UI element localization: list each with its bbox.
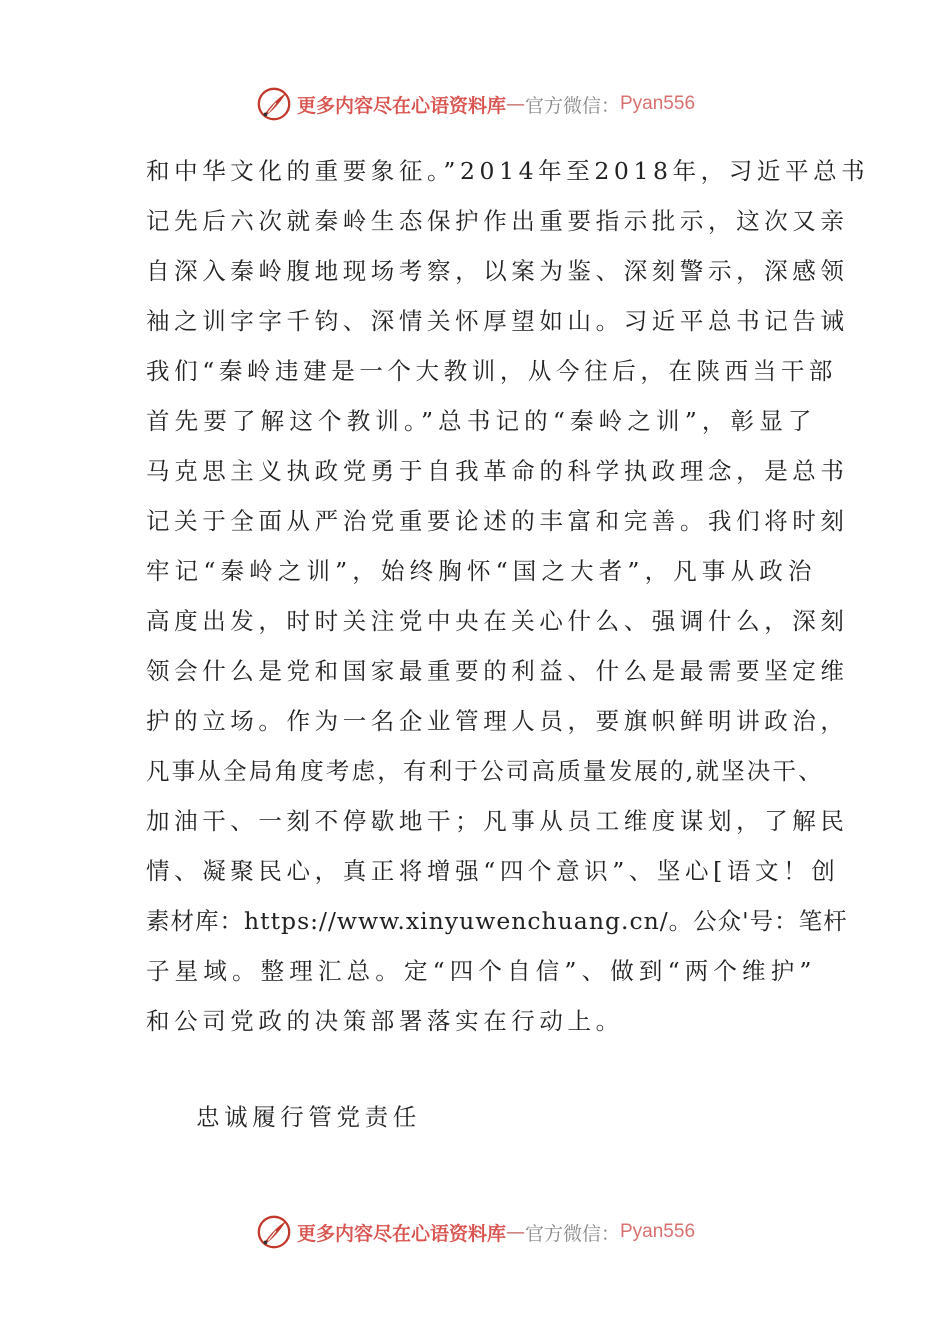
paragraph-line: 加油干、一刻不停歇地干；凡事从员工维度谋划，了解民 — [146, 807, 849, 835]
banner-wechat-label: 官方微信： — [524, 1222, 620, 1245]
paragraph-line: 护的立场。作为一名企业管理人员，要旗帜鲜明讲政治， — [146, 707, 849, 735]
banner-wechat-id: Pyan556 — [620, 1221, 696, 1242]
paragraph-line: 自深入秦岭腹地现场考察，以案为鉴、深刻警示，深感领 — [146, 257, 849, 285]
banner-dash: — — [505, 93, 525, 115]
paragraph-line: 记关于全面从严治党重要论述的丰富和完善。我们将时刻 — [146, 507, 849, 535]
paragraph-line: 高度出发，时时关注党中央在关心什么、强调什么，深刻 — [146, 607, 849, 635]
paragraph-line: 牢记“秦岭之训”，始终胸怀“国之大者”，凡事从政治 — [146, 557, 816, 585]
banner-title: 更多内容尽在心语资料库 — [296, 94, 506, 117]
paragraph-line: 首先要了解这个教训。”总书记的“秦岭之训”，彰显了 — [146, 407, 816, 435]
quill-logo-icon — [255, 85, 293, 123]
paragraph-line: 记先后六次就秦岭生态保护作出重要指示批示，这次又亲 — [146, 207, 849, 235]
banner-dash: — — [505, 1221, 525, 1243]
banner-wechat-label: 官方微信： — [524, 94, 620, 117]
section-heading: 忠诚履行管党责任 — [196, 1103, 421, 1131]
paragraph-line: 凡事从全局角度考虑，有利于公司高质量发展的,就坚决干、 — [146, 757, 824, 785]
paragraph-line: 马克思主义执政党勇于自我革命的科学执政理念，是总书 — [146, 457, 849, 485]
body-paragraph — [146, 146, 870, 1046]
paragraph-line: 领会什么是党和国家最重要的利益、什么是最需要坚定维 — [146, 657, 849, 685]
banner-title: 更多内容尽在心语资料库 — [296, 1222, 506, 1245]
header-banner — [0, 84, 950, 124]
footer-banner — [0, 1212, 950, 1252]
paragraph-line: 素材库：https://www.xinyuwenchuang.cn/。公众'号：笔杆 — [146, 907, 848, 935]
quill-logo-icon — [255, 1213, 293, 1251]
paragraph-line: 子星域。整理汇总。定“四个自信”、做到“两个维护” — [146, 957, 816, 985]
paragraph-line: 我们“秦岭违建是一个大教训，从今往后，在陕西当干部 — [146, 357, 838, 385]
paragraph-line: 情、凝聚民心，真正将增强“四个意识”、坚心[语文！创 — [146, 857, 840, 885]
paragraph-line: 袖之训字字千钧、深情关怀厚望如山。习近平总书记告诫 — [146, 307, 849, 335]
banner-wechat-id: Pyan556 — [620, 93, 696, 114]
paragraph-line: 和公司党政的决策部署落实在行动上。 — [146, 1007, 624, 1035]
paragraph-line: 和中华文化的重要象征。”2014年至2018年，习近平总书 — [146, 157, 870, 185]
